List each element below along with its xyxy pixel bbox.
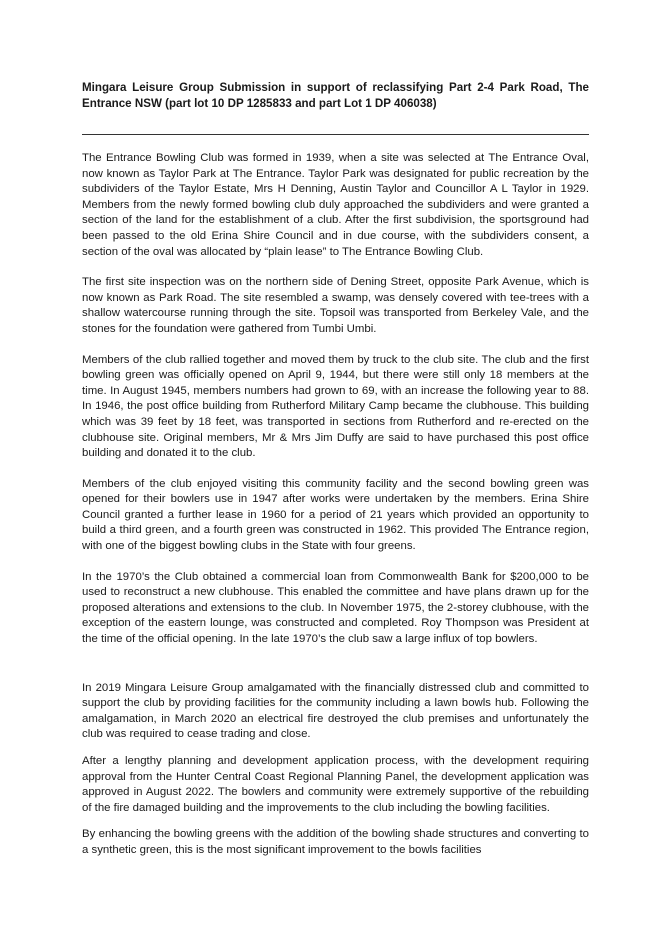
paragraph-first-site: The first site inspection was on the northern side of Dening Street, opposite Park Avenue, which is now known as Park Road. The site resembled a swamp, was densely covered with tee-trees with a shallow watercourse running through the site. Topsoil was transported from Berkeley Vale, and the stones for the foundation were gathered from Tumbi Umbi.: [82, 276, 589, 335]
paragraph-1970s-clubhouse: In the 1970’s the Club obtained a commercial loan from Commonwealth Bank for $200,000 to be used to reconstruct a new clubhouse. This enabled the committee and have plans drawn up for the proposed alterations and extensions to the club. In November 1975, the 2-storey clubhouse, with the exception of the eastern lounge, was constructed and completed. Roy Thompson was President at the time of the official opening. In the late 1970’s the club saw a large influx of top bowlers.: [82, 570, 589, 646]
document-title: Mingara Leisure Group Submission in support of reclassifying Part 2-4 Park Road, The Entrance NSW (part lot 10 DP 1285833 and part Lot 1 DP 406038): [82, 81, 589, 110]
paragraph-amalgamation: In 2019 Mingara Leisure Group amalgamated with the financially distressed club and committed to support the club by providing facilities for the community including a lawn bowls hub. Following the amalgamation, in March 2020 an electrical fire destroyed the club premises and unfortunately the club was required to cease trading and close.: [82, 681, 589, 741]
document-page: [82, 80, 589, 874]
paragraph-bowling-greens: By enhancing the bowling greens with the addition of the bowling shade structures and converting to a synthetic green, this is the most significant improvement to the bowls facilities: [82, 828, 589, 856]
paragraph-first-green: Members of the club rallied together and moved them by truck to the club site. The club and the first bowling green was officially opened on April 9, 1944, but there were still only 18 members at the time. In August 1945, members numbers had grown to 69, with an increase the following year to 88. In 1946, the post office building from Rutherford Military Camp became the clubhouse. This building which was 39 feet by 18 feet, was transported in sections from Rutherford and re-erected on the clubhouse site. Original members, Mr & Mrs Jim Duffy are said to have purchased this post office building and donated it to the club.: [82, 353, 589, 460]
paragraph-second-green: Members of the club enjoyed visiting this community facility and the second bowling green was opened for their bowlers use in 1947 after works were undertaken by the members. Erina Shire Council granted a further lease in 1960 for a period of 21 years which provided an opportunity to build a third green, and a fourth green was constructed in 1962. This provided The Entrance region, with one of the biggest bowling clubs in the State with four greens.: [82, 477, 589, 553]
title-divider: [82, 134, 589, 135]
paragraph-development-approval: After a lengthy planning and development application process, with the development requiring approval from the Hunter Central Coast Regional Planning Panel, the development application was approved in August 2022. The bowlers and community were extremely supportive of the rebuilding of the fire damaged building and the improvements to the club including the bowling facilities.: [82, 755, 589, 814]
paragraph-history-formation: The Entrance Bowling Club was formed in 1939, when a site was selected at The Entrance Oval, now known as Taylor Park at The Entrance. Taylor Park was designated for public recreation by the subdividers of the Taylor Estate, Mrs H Denning, Austin Taylor and Councillor A L Taylor in 1929. Members from the newly formed bowling club duly approached the subdividers and were granted a section of the land for the establishment of a club. After the first subdivision, the sportsground had been passed to the old Erina Shire Council and in due course, with the subdividers consent, a section of the oval was allocated by “plain lease” to The Entrance Bowling Club.: [82, 152, 589, 258]
